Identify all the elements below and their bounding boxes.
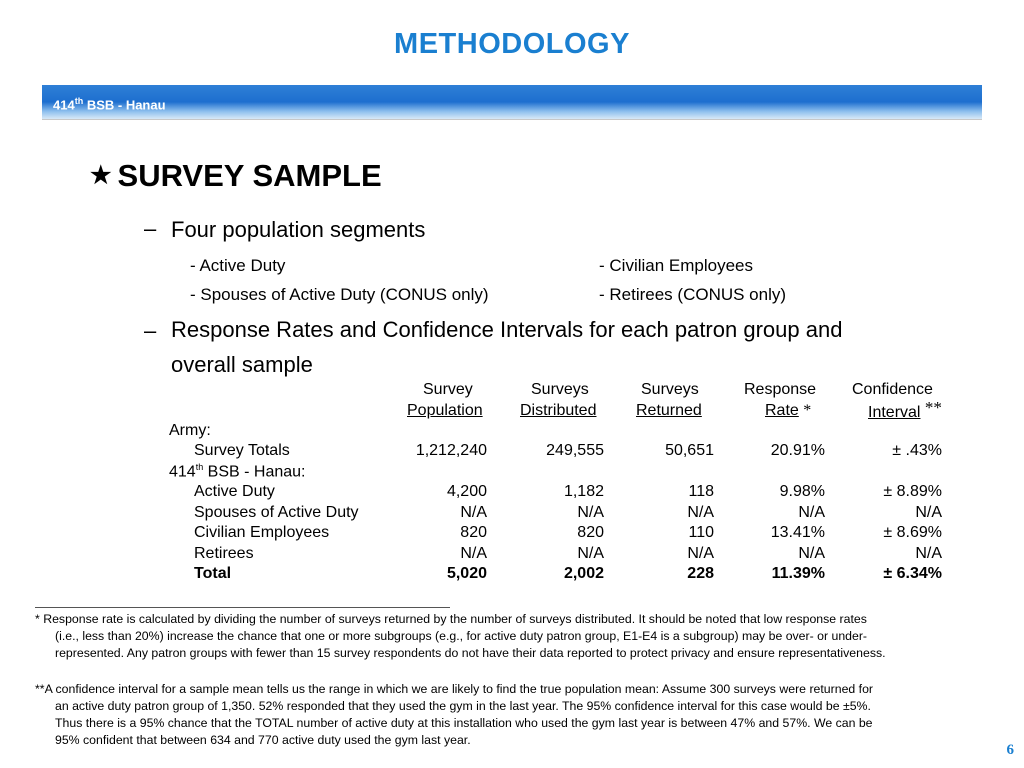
cell-distributed: 1,182 (563, 483, 604, 500)
group-label-hanau-rest: BSB - Hanau: (203, 463, 306, 481)
bullet-response-rates-line2: overall sample (171, 352, 313, 377)
cell-population: N/A (460, 545, 487, 562)
footnote-confidence-line: Thus there is a 95% chance that the TOTAL number of active duty at this installation who used the gym last year is between 47% and 57%. We can be (55, 716, 873, 730)
row-label: Civilian Employees (194, 524, 330, 541)
col-header-surveys-1: Surveys (531, 381, 589, 398)
cell-interval: ± .43% (892, 442, 942, 459)
cell-rate: N/A (798, 504, 825, 521)
bullet-population-segments: Four population segments (171, 217, 426, 242)
footnote-response-rate-line: represented. Any patron groups with fewer than 15 survey respondents do not have their data reported to protect privacy and ensure representativeness. (55, 646, 886, 660)
col-header-response: Response (744, 381, 817, 398)
row-label: Total (194, 565, 232, 582)
footnote-response-rate (35, 611, 1020, 662)
cell-rate: 9.98% (779, 483, 825, 500)
col-header-rate-text: Rate (765, 402, 799, 419)
segment-retirees: - Retirees (CONUS only) (599, 285, 787, 304)
cell-interval: N/A (915, 545, 942, 562)
page-number: 6 (1006, 742, 1014, 758)
banner-divider (42, 119, 982, 120)
footnote-divider (35, 607, 450, 608)
group-label-hanau (169, 462, 306, 481)
cell-returned: N/A (687, 545, 714, 562)
cell-returned: N/A (687, 504, 714, 521)
group-label-hanau-number: 414 (169, 463, 196, 481)
cell-distributed: N/A (577, 545, 604, 562)
star-icon: ★ (90, 162, 112, 189)
rate-footnote-mark: * (803, 402, 812, 419)
cell-population: 5,020 (446, 565, 487, 582)
interval-footnote-mark: ** (924, 398, 942, 417)
page-title: METHODOLOGY (394, 28, 630, 60)
banner-label-rest: BSB - Hanau (83, 97, 166, 113)
banner-label (53, 96, 166, 112)
cell-returned: 228 (687, 565, 714, 582)
footnote-confidence-interval (35, 681, 1020, 749)
cell-rate: 11.39% (771, 565, 825, 582)
footnote-confidence-line: an active duty patron group of 1,350. 52% responded that they used the gym in the last year. The 95% confidence interval for this case would be ±5%. (55, 699, 871, 713)
col-header-returned: Returned (636, 402, 702, 419)
cell-distributed: 249,555 (546, 442, 604, 459)
cell-rate: 13.41% (770, 524, 825, 541)
cell-returned: 50,651 (665, 442, 714, 459)
col-header-interval-text: Interval (868, 404, 921, 421)
segment-civilian-employees: - Civilian Employees (599, 256, 753, 275)
cell-interval: ± 8.69% (883, 524, 942, 541)
group-label-army: Army: (169, 422, 211, 439)
banner-label-number: 414 (53, 97, 75, 113)
cell-distributed: N/A (577, 504, 604, 521)
cell-interval: ± 8.89% (883, 483, 942, 500)
col-header-distributed: Distributed (520, 402, 597, 419)
cell-distributed: 820 (577, 524, 604, 541)
cell-returned: 118 (688, 483, 714, 500)
bullet-dash: – (144, 216, 157, 241)
cell-distributed: 2,002 (563, 565, 604, 582)
col-header-surveys-2: Surveys (641, 381, 699, 398)
col-header-rate (765, 402, 811, 420)
col-header-population: Population (407, 402, 483, 419)
row-label: Retirees (194, 545, 254, 562)
col-header-interval (868, 398, 942, 421)
bullet-response-rates-line1: Response Rates and Confidence Intervals for each patron group and (171, 317, 843, 342)
cell-interval: N/A (915, 504, 942, 521)
segment-spouses: - Spouses of Active Duty (CONUS only) (190, 285, 489, 304)
cell-population: 1,212,240 (415, 442, 487, 459)
section-heading (90, 158, 382, 194)
col-header-confidence: Confidence (852, 381, 933, 398)
group-label-hanau-sup: th (195, 462, 204, 472)
banner-label-sup: th (74, 96, 84, 106)
cell-returned: 110 (688, 524, 714, 541)
cell-population: 820 (460, 524, 487, 541)
cell-rate: N/A (798, 545, 825, 562)
footnote-response-rate-line: (i.e., less than 20%) increase the chance that one or more subgroups (e.g., for active duty patron group, E1-E4 is a subgroup) may be over- or under- (55, 629, 868, 643)
footnote-confidence-line: **A confidence interval for a sample mean tells us the range in which we are likely to find the true population mean: Assume 300 surveys were returned for (35, 682, 874, 696)
footnote-confidence-line: 95% confident that between 634 and 770 active duty used the gym last year. (55, 733, 471, 747)
row-label: Survey Totals (194, 442, 290, 459)
section-heading-text: SURVEY SAMPLE (117, 158, 382, 193)
row-label: Spouses of Active Duty (194, 504, 359, 521)
segment-active-duty: - Active Duty (190, 256, 286, 275)
cell-population: 4,200 (446, 483, 487, 500)
bullet-dash: – (144, 318, 157, 343)
header-banner (42, 85, 982, 119)
cell-interval: ± 6.34% (883, 565, 942, 582)
col-header-survey: Survey (423, 381, 473, 398)
cell-population: N/A (460, 504, 487, 521)
footnote-response-rate-line: * Response rate is calculated by dividing the number of surveys returned by the number of surveys distributed. It should be noted that low response rates (35, 612, 867, 626)
cell-rate: 20.91% (770, 442, 825, 459)
row-label: Active Duty (194, 483, 275, 500)
